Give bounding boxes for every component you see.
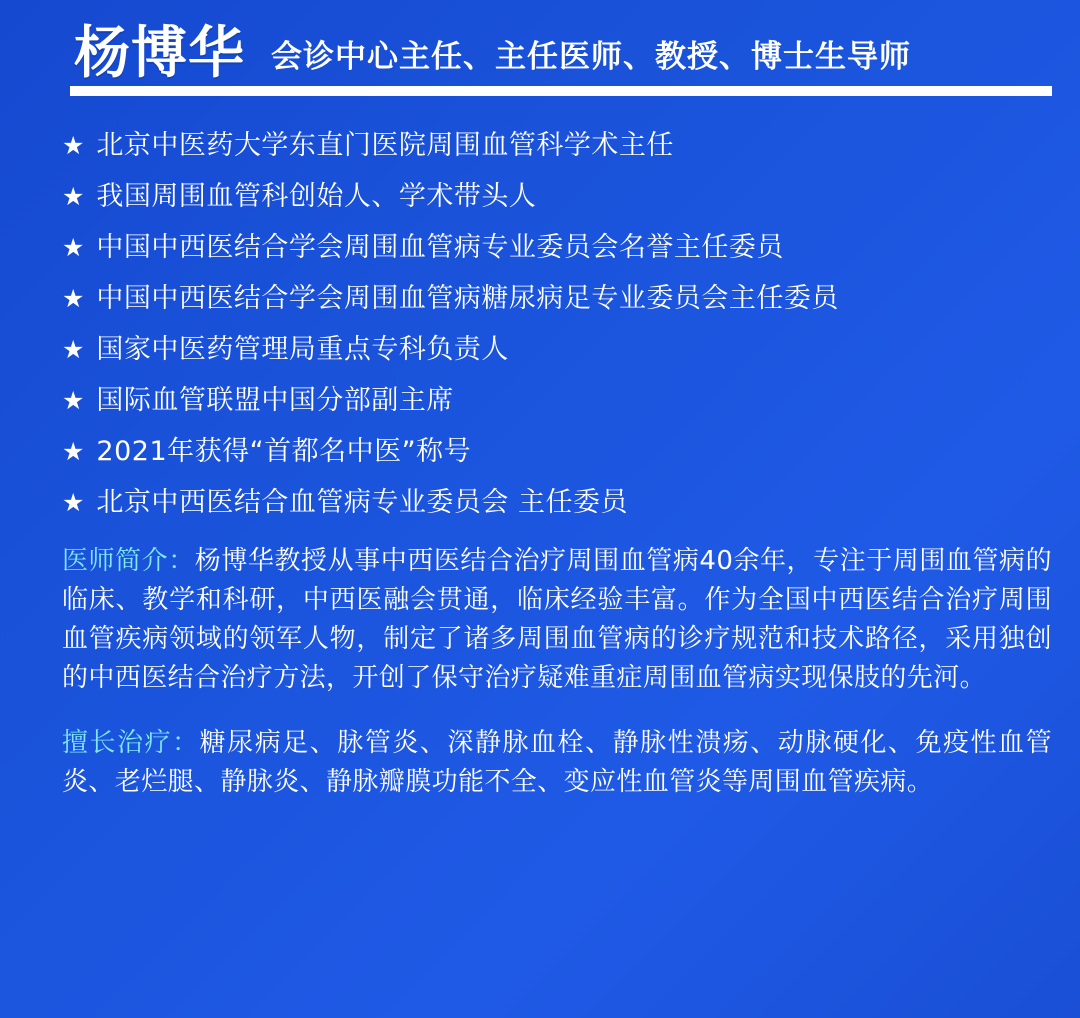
list-item: [62, 132, 1050, 159]
credential-text: 国家中医药管理局重点专科负责人: [96, 334, 509, 365]
credentials-list: [0, 132, 1080, 516]
doctor-title: 会诊中心主任、主任医师、教授、博士生导师: [271, 38, 911, 75]
list-item: [62, 285, 1050, 312]
star-icon: ★: [62, 437, 85, 466]
star-icon: ★: [62, 335, 85, 364]
credential-text: 中国中西医结合学会周围血管病专业委员会名誉主任委员: [96, 232, 784, 263]
doctor-header: [28, 18, 1052, 96]
list-item: [62, 489, 1050, 516]
doctor-name: 杨博华: [74, 21, 245, 86]
list-item: [62, 387, 1050, 414]
credential-text: 北京中西医结合血管病专业委员会 主任委员: [96, 487, 629, 518]
list-item: [62, 336, 1050, 363]
star-icon: ★: [62, 284, 85, 313]
list-item: [62, 183, 1050, 210]
specialty-body: 糖尿病足、脉管炎、深静脉血栓、静脉性溃疡、动脉硬化、免疫性血管炎、老烂腿、静脉炎、静脉瓣膜功能不全、变应性血管炎等周围血管疾病。: [62, 728, 1052, 797]
list-item: [62, 438, 1050, 465]
credential-text: 2021年获得“首都名中医”称号: [96, 436, 472, 467]
doctor-intro-section: [0, 542, 1080, 698]
star-icon: ★: [62, 233, 85, 262]
credential-text: 国际血管联盟中国分部副主席: [96, 385, 454, 416]
specialty-section: [0, 724, 1080, 802]
credential-text: 北京中医药大学东直门医院周围血管科学术主任: [96, 130, 674, 161]
star-icon: ★: [62, 488, 85, 517]
specialty-label: 擅长治疗：: [62, 728, 200, 758]
credential-text: 我国周围血管科创始人、学术带头人: [96, 181, 537, 212]
credential-text: 中国中西医结合学会周围血管病糖尿病足专业委员会主任委员: [96, 283, 839, 314]
star-icon: ★: [62, 182, 85, 211]
doctor-intro-label: 医师简介：: [62, 546, 195, 576]
list-item: [62, 234, 1050, 261]
star-icon: ★: [62, 131, 85, 160]
doctor-intro-body: 杨博华教授从事中西医结合治疗周围血管病40余年，专注于周围血管病的临床、教学和科研，中西医融会贯通，临床经验丰富。作为全国中西医结合治疗周围血管疾病领域的领军人物，制定了诸多周围血管病的诊疗规范和技术路径，采用独创的中西医结合治疗方法，开创了保守治疗疑难重症周围血管病实现保肢的先河。: [62, 546, 1052, 693]
star-icon: ★: [62, 386, 85, 415]
